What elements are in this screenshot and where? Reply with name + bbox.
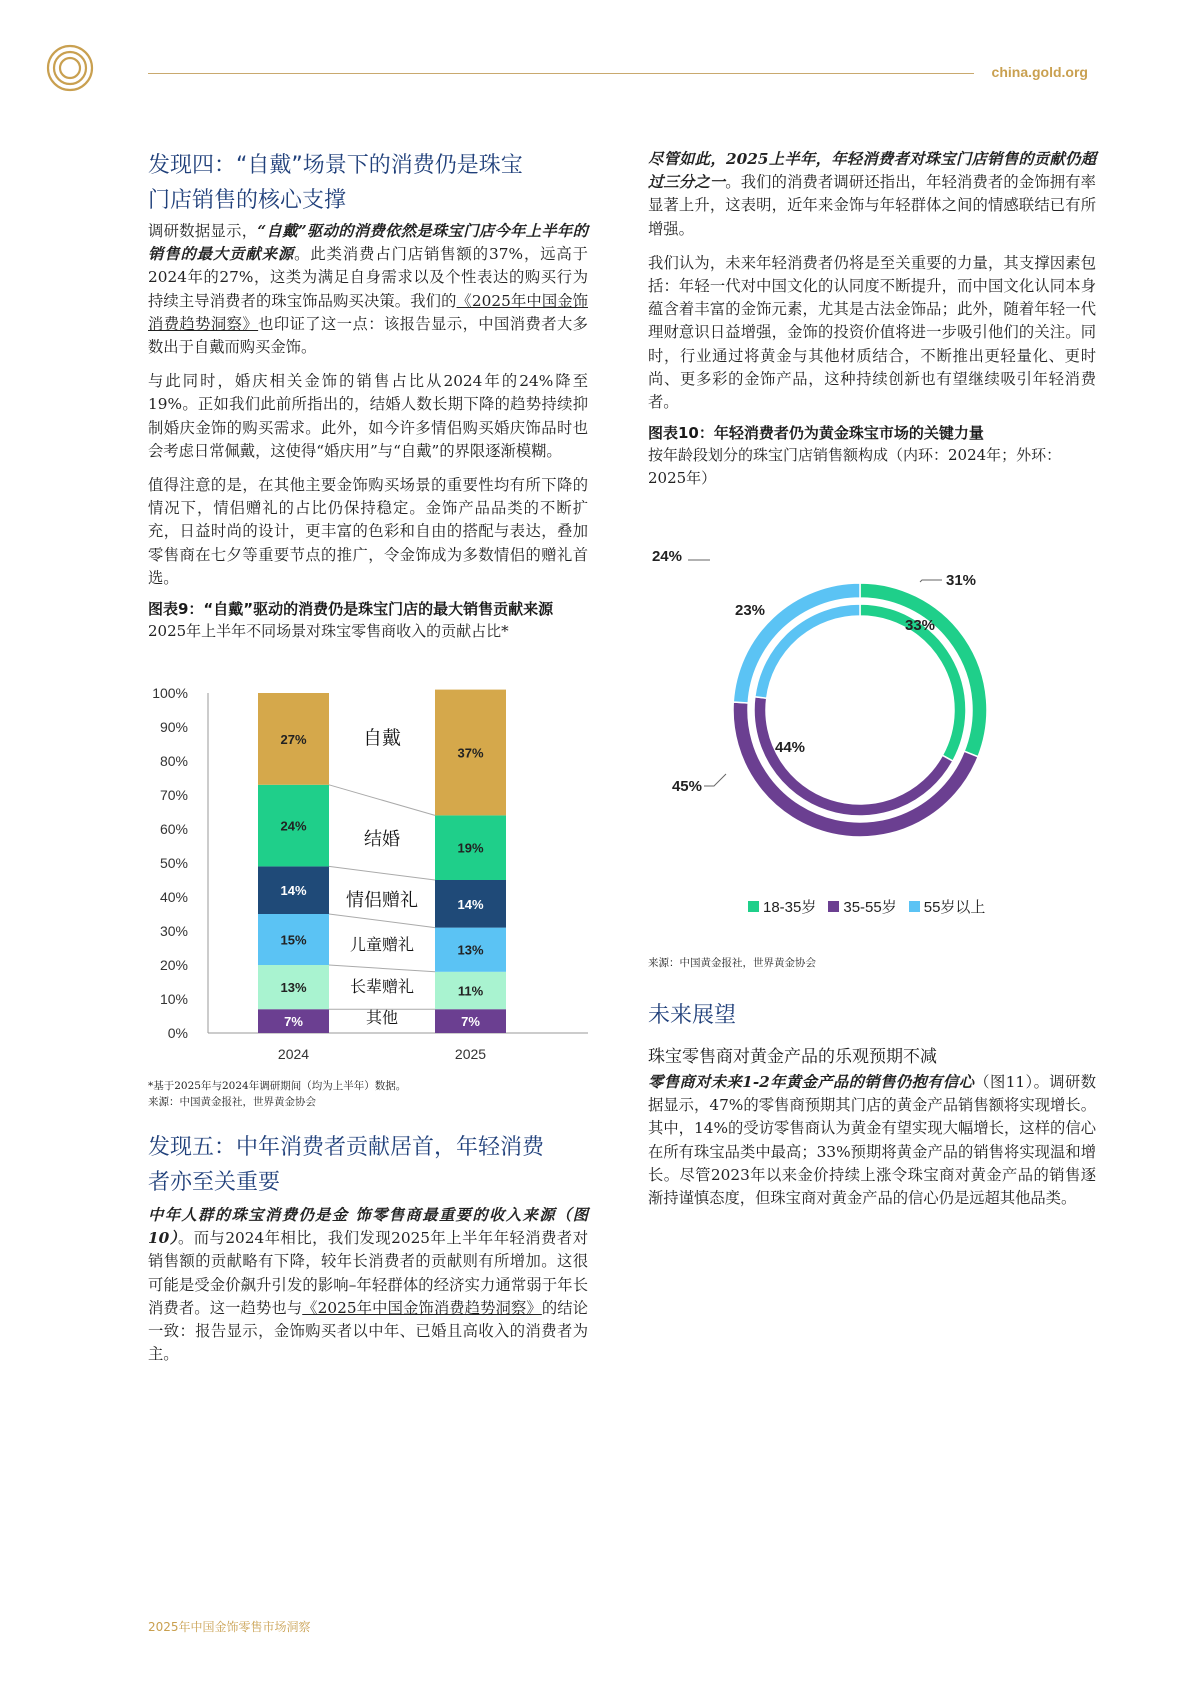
bar-value-label: 14% [457, 896, 484, 912]
paragraph-5: 尽管如此，2025上半年，年轻消费者对珠宝门店销售的贡献仍超过三分之一。我们的消费者调研还指出，年轻消费者的金饰拥有率显著上升，这表明，近年来金饰与年轻群体之间的情感联结已有所增强。 [648, 150, 1096, 238]
outlook-section [648, 998, 1096, 1210]
paragraph-4: 中年人群的珠宝消费仍是金 饰零售商最重要的收入来源（图10）。而与2024年相比，我们发现2025年上半年年轻消费者对销售额的贡献略有下降，较年长消费者的贡献则有所增加。这很可能是受金价飙升引发的影响–年轻群体的经济实力通常弱于年长消费者。这一趋势也与《2025年中国金饰消费趋势洞察》的结论一致：报告显示，金饰购买者以中年、已婚且高收入的消费者为主。 [148, 1206, 588, 1364]
bar-value-label: 13% [280, 980, 307, 996]
paragraph-7: 零售商对未来1-2年黄金产品的销售仍抱有信心（图11）。调研数据显示，47%的零售商预期其门店的黄金产品销售额将实现增长。其中，14%的受访零售商认为黄金有望实现大幅增长，这样的信心在所有珠宝品类中最高；33%预期将黄金产品的销售将实现温和增长。尽管2023年以来金价持续上涨令珠宝商对黄金产品的销售逐渐持谨慎态度，但珠宝商对黄金产品的信心仍是远超其他品类。 [648, 1073, 1096, 1208]
y-tick-label: 20% [159, 957, 188, 973]
series-label: 自戴 [362, 727, 402, 749]
outlook-heading: 未来展望 [648, 1003, 737, 1028]
y-tick-label: 90% [159, 719, 188, 735]
legend-item-18-35: 18-35岁 [748, 896, 816, 917]
bar-value-label: 7% [284, 1014, 303, 1030]
y-tick-label: 70% [159, 787, 188, 803]
figure10-title: 图表10：年轻消费者仍为黄金珠宝市场的关键力量 [648, 424, 984, 443]
bar-value-label: 7% [461, 1014, 480, 1030]
bar-value-label: 19% [457, 840, 484, 856]
legend-item-35-55: 35-55岁 [828, 896, 896, 917]
left-column-lower [148, 1130, 588, 1366]
series-label: 结婚 [364, 829, 400, 850]
donut-value-label: 44% [774, 739, 806, 756]
footer-title: 2025年中国金饰零售市场洞察 [148, 1620, 311, 1634]
leader-line [920, 580, 942, 582]
y-tick-label: 80% [159, 753, 188, 769]
figure10-donut-chart [651, 548, 1030, 880]
bar-value-label: 14% [280, 883, 307, 899]
donut-value-label: 24% [651, 548, 682, 565]
header-rule [148, 73, 974, 74]
paragraph-3: 值得注意的是，在其他主要金饰购买场景的重要性均有所下降的情况下，情侣赠礼的占比仍保持稳定。金饰产品品类的不断扩充，日益时尚的设计，更丰富的色彩和自由的搭配与表达，叠加零售商在七夕等重要节点的推广，令金饰成为多数情侣的赠礼首选。 [148, 476, 588, 587]
paragraph-6: 我们认为，未来年轻消费者仍将是至关重要的力量，其支撑因素包括：年轻一代对中国文化的认同度不断提升，而中国文化认同本身蕴含着丰富的金饰元素，尤其是古法金饰品；此外，随着年轻一代理财意识日益增强，金饰的投资价值将进一步吸引他们的关注。同时，行业通过将黄金与其他材质结合，不断推出更轻量化、更时尚、更多彩的金饰产品，这种持续创新也有望继续吸引年轻消费者。 [648, 253, 1096, 412]
leader-line [704, 774, 726, 786]
connector-line [329, 866, 435, 880]
bar-value-label: 27% [280, 731, 307, 747]
figure9-stacked-bar-chart [148, 680, 598, 1080]
y-tick-label: 10% [159, 991, 188, 1007]
report-link-2[interactable]: 《2025年中国金饰消费趋势洞察》 [302, 1298, 542, 1317]
bar-value-label: 37% [457, 745, 484, 761]
finding5-heading: 发现五：中年消费者贡献居首，年轻消费 者亦至关重要 [148, 1135, 545, 1195]
y-tick-label: 50% [159, 855, 188, 871]
y-tick-label: 40% [159, 889, 188, 905]
y-tick-label: 0% [167, 1025, 188, 1041]
bar-value-label: 11% [457, 983, 484, 999]
x-tick-label: 2025 [454, 1046, 487, 1062]
bar-value-label: 13% [457, 942, 484, 958]
outlook-subheading: 珠宝零售商对黄金产品的乐观预期不减 [648, 1047, 937, 1067]
y-tick-label: 60% [159, 821, 188, 837]
site-url-link[interactable]: china.gold.org [991, 64, 1088, 80]
donut-value-label: 23% [734, 602, 766, 619]
bar-value-label: 24% [280, 818, 307, 834]
figure10-source: 来源：中国黄金报社，世界黄金协会 [648, 957, 816, 969]
series-label: 其他 [365, 1008, 399, 1027]
paragraph-1: 调研数据显示，“自戴”驱动的消费依然是珠宝门店今年上半年的销售的最大贡献来源。此类消费占门店销售额的37%，远高于2024年的27%，这类为满足自身需求以及个性表达的购买行为持续主导消费者的珠宝饰品购买决策。我们的《2025年中国金饰消费趋势洞察》也印证了这一点：该报告显示，中国消费者大多数出于自戴而购买金饰。 [148, 222, 588, 357]
bar-value-label: 15% [280, 932, 307, 948]
series-label: 儿童赠礼 [349, 935, 415, 954]
connector-line [329, 785, 435, 816]
figure9-title: 图表9：“自戴”驱动的消费仍是珠宝门店的最大销售贡献来源 [148, 600, 554, 619]
donut-value-label: 31% [946, 572, 977, 589]
paragraph-2: 与此同时，婚庆相关金饰的销售占比从2024年的24%降至19%。正如我们此前所指出的，结婚人数长期下降的趋势持续抑制婚庆金饰的购买需求。此外，如今许多情侣购买婚庆饰品时也会考虑日常佩戴，这使得“婚庆用”与“自戴”的界限逐渐模糊。 [148, 372, 588, 460]
left-column [148, 148, 588, 643]
series-label: 长辈赠礼 [349, 977, 415, 996]
connector-line [329, 965, 435, 972]
finding4-heading: 发现四：“自戴”场景下的消费仍是珠宝 门店销售的核心支撑 [148, 153, 523, 213]
right-column [648, 148, 1096, 490]
figure10-subtitle: 按年龄段划分的珠宝门店销售额构成（内环：2024年；外环：2025年） [648, 446, 1062, 488]
world-gold-council-logo [46, 44, 94, 92]
connector-line [329, 914, 435, 928]
donut-value-label: 33% [904, 617, 936, 634]
x-tick-label: 2024 [277, 1046, 310, 1062]
y-tick-label: 100% [152, 685, 188, 701]
figure10-legend [748, 896, 1008, 917]
legend-item-55-plus: 55岁以上 [909, 896, 986, 917]
figure9-subtitle: 2025年上半年不同场景对珠宝零售商收入的贡献占比* [148, 622, 509, 641]
figure9-note: *基于2025年与2024年调研期间（均为上半年）数据。 来源：中国黄金报社，世界黄金协会 [148, 1080, 407, 1108]
donut-slice-inner [755, 604, 860, 698]
report-link[interactable]: 《2025年中国金饰消费趋势洞察》 [148, 291, 588, 333]
donut-slice-outer [733, 583, 860, 703]
series-label: 情侣赠礼 [346, 890, 418, 911]
donut-value-label: 45% [671, 778, 702, 795]
y-tick-label: 30% [159, 923, 188, 939]
